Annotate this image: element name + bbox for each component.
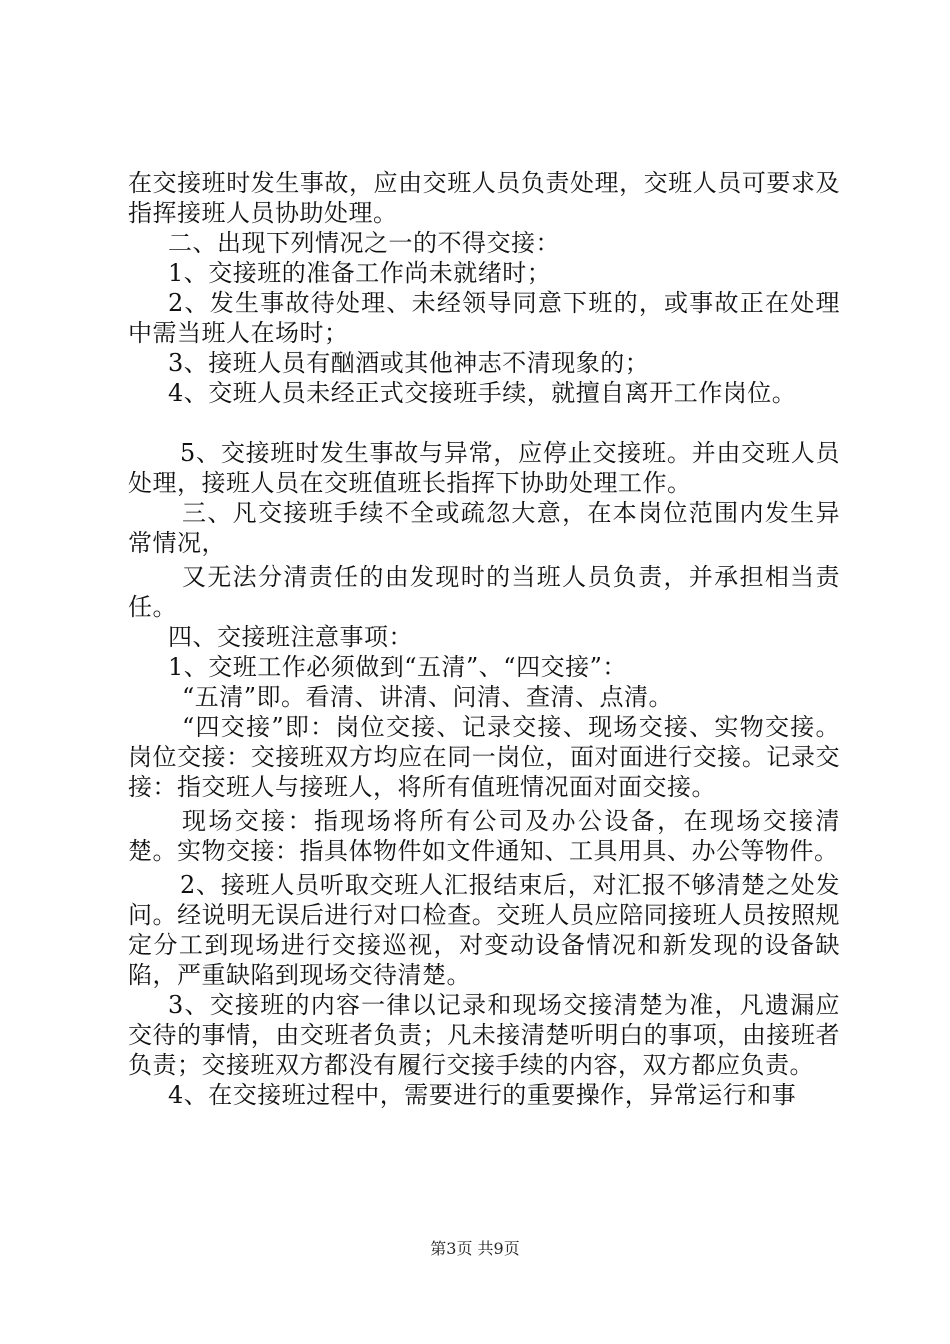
paragraph: “四交接”即：岗位交接、记录交接、现场交接、实物交接。岗位交接：交接班双方均应在同一岗位，面对面进行交接。记录交接：指交班人与接班人，将所有值班情况面对面交接。: [128, 713, 840, 801]
paragraph-continuation: 在交接班时发生事故，应由交班人员负责处理，交班人员可要求及指挥接班人员协助处理。: [128, 169, 840, 227]
section-heading-2: 二、出现下列情况之一的不得交接：: [168, 229, 560, 257]
list-item: 3、交接班的内容一律以记录和现场交接清楚为准，凡遗漏应交待的事情，由交班者负责；凡未接清楚听明白的事项，由接班者负责；交接班双方都没有履行交接手续的内容，双方都应负责。: [128, 991, 840, 1079]
section-heading-3: 三、凡交接班手续不全或疏忽大意，在本岗位范围内发生异常情况，: [128, 499, 840, 557]
list-item: 2、发生事故待处理、未经领导同意下班的，或事故正在处理中需当班人在场时；: [128, 289, 840, 347]
list-item: 3、接班人员有酗酒或其他神志不清现象的；: [168, 349, 650, 377]
list-item: 5、交接班时发生事故与异常，应停止交接班。并由交班人员处理，接班人员在交班值班长指挥下协助处理工作。: [128, 439, 840, 497]
list-item: 2、接班人员听取交班人汇报结束后，对汇报不够清楚之处发问。经说明无误后进行对口检查。交班人员应陪同接班人员按照规定分工到现场进行交接巡视，对变动设备情况和新发现的设备缺陷，严重缺陷到现场交待清楚。: [128, 871, 840, 989]
paragraph: 又无法分清责任的由发现时的当班人员负责，并承担相当责任。: [128, 563, 840, 621]
section-heading-4: 四、交接班注意事项：: [168, 623, 413, 651]
document-body: [128, 168, 840, 1110]
page-number-footer: 第3页 共9页: [430, 1239, 520, 1258]
paragraph: “五清”即。看清、讲清、问清、查清、点清。: [182, 683, 674, 711]
list-item: 4、在交接班过程中，需要进行的重要操作，异常运行和事: [168, 1081, 797, 1109]
paragraph: 现场交接：指现场将所有公司及办公设备，在现场交接清楚。实物交接：指具体物件如文件通知、工具用具、办公等物件。: [128, 807, 840, 865]
blank-line: [128, 408, 840, 438]
list-item: 4、交班人员未经正式交接班手续，就擅自离开工作岗位。: [168, 379, 797, 407]
list-item: 1、交接班的准备工作尚未就绪时；: [168, 259, 552, 287]
list-item: 1、交班工作必须做到“五清”、“四交接”：: [168, 653, 627, 681]
